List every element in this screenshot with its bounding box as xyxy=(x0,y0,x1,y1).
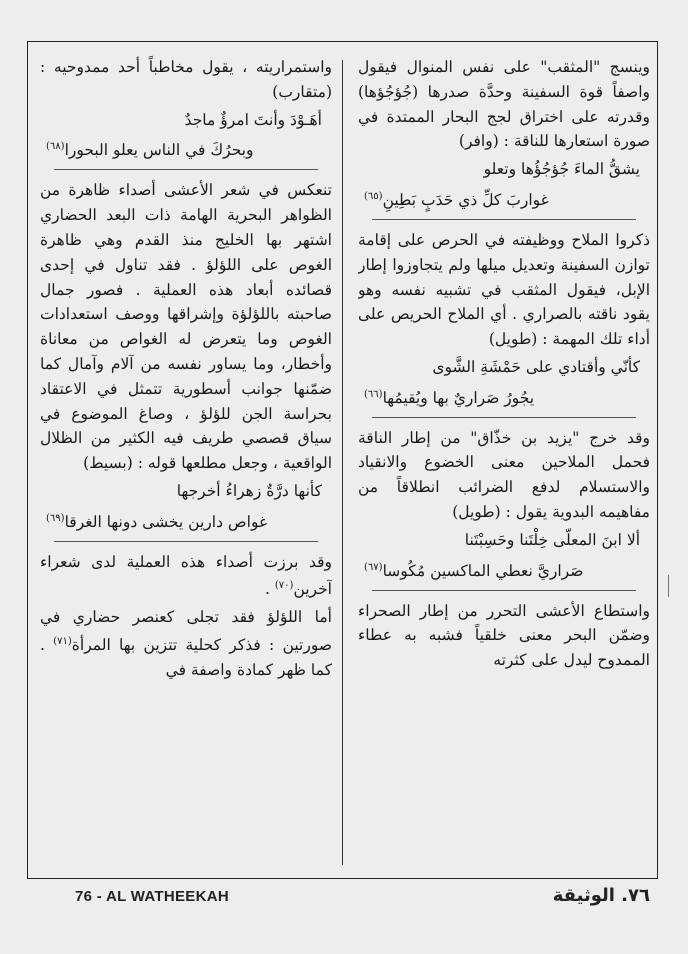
line-text-continued: . xyxy=(265,580,275,599)
line-text: وينسج "المثقب" على نفس المنوال فيقول واصفاً قوة السفينة وحدَّة صدرها (جُؤجُؤها) وقدرته على اختراق لجج البحار الممتدة في صورة استعارها للناقة : (وافر) xyxy=(358,58,650,151)
verse-separator-rule xyxy=(372,590,636,591)
verse-line xyxy=(40,108,332,133)
verse-line xyxy=(358,556,650,584)
line-text: ألا ابنَ المعلّى خِلْتَنا وحَسِبْتَنا xyxy=(464,530,640,549)
verse-line xyxy=(358,528,650,553)
line-text: وقد برزت أصداء هذه العملية لدى شعراء آخرين xyxy=(40,552,332,599)
line-text: واستمراريته ، يقول مخاطباً أحد ممدوحيه : (متقارب) xyxy=(40,58,332,101)
verse-line xyxy=(358,185,650,213)
paragraph xyxy=(358,228,650,352)
line-text: ذكروا الملاح ووظيفته في الحرص على إقامة توازن السفينة وتعديل ميلها ولم يتجاوزوا إطار الإبل، فيقول المثقب في تشبيه نفسه وهو يقود ناقته بالصراري . أي الملاح الحريص على أداء تلك المهمة : (طويل) xyxy=(358,230,650,349)
paragraph xyxy=(358,599,650,673)
verse-line xyxy=(358,383,650,411)
footnote-ref: (٧١) xyxy=(53,636,72,648)
column-divider xyxy=(342,60,343,865)
paragraph xyxy=(358,55,650,154)
verse-line xyxy=(358,355,650,380)
verse-separator-rule xyxy=(372,417,636,418)
paragraph xyxy=(40,550,332,603)
footer-page-label-arabic: ٧٦. الوثيقة xyxy=(552,885,650,906)
line-text: كأنها درَّةٌ زهراءُ أخرجها xyxy=(176,481,322,500)
paragraph xyxy=(358,426,650,525)
line-text: أهَـوْدَ وأنتَ امرؤٌ ماجدٌ xyxy=(184,110,322,129)
paragraph xyxy=(40,55,332,105)
verse-line xyxy=(40,507,332,535)
verse-line xyxy=(358,157,650,182)
line-text: أما اللؤلؤ فقد تجلى كعنصر حضاري في صورتين : فذكر كحلية تتزين بها المرأة xyxy=(40,608,332,655)
footnote-ref: (٦٧) xyxy=(364,561,383,573)
left-text-column xyxy=(40,55,332,870)
line-text: يجُورُ صَراريٌ بها ويُقيمُها xyxy=(382,388,535,407)
footnote-ref: (٦٩) xyxy=(46,512,65,524)
footnote-ref: (٧٠) xyxy=(274,580,294,592)
line-text: يشقُّ الماءَ جُؤجُؤُها وتعلو xyxy=(483,160,640,179)
line-text: صَراريَّ نعطي الماكسين مُكُوسا xyxy=(382,561,584,580)
footnote-ref: (٦٦) xyxy=(364,388,383,400)
right-text-column xyxy=(358,55,650,870)
verse-separator-rule xyxy=(372,219,636,220)
footnote-ref: (٦٨) xyxy=(46,141,65,153)
line-text: وبحرُكَ في الناس يعلو البحورا xyxy=(64,141,254,160)
verse-separator-rule xyxy=(54,541,318,542)
margin-mark xyxy=(668,575,669,597)
verse-line xyxy=(40,479,332,504)
verse-separator-rule xyxy=(54,169,318,170)
line-text: واستطاع الأعشى التحرر من إطار الصحراء وضمّن البحر معنى خلقياً فشبه به عطاء الممدوح ليدل على كثرته xyxy=(358,601,650,670)
line-text: وقد خرج "يزيد بن خذّاق" من إطار الناقة فحمل الملاحين معنى الخضوع والانقياد والاستسلام لدفع الضرائب انطلاقاً من مفاهيمه البدوية يقول : (طويل) xyxy=(358,428,650,522)
line-text-continued: . كما ظهر كمادة واصفة في xyxy=(40,636,332,680)
paragraph xyxy=(40,178,332,476)
footer-page-label-latin: 76 - AL WATHEEKAH xyxy=(75,888,230,905)
line-text: تنعكس في شعر الأعشى أصداء ظاهرة من الظواهر البحرية الهامة ذات البعد الحضاري اشتهر بها الخليج منذ القدم وهي ظاهرة الغوص على اللؤلؤ . فقد تناول في إحدى قصائده أبعاد هذه العملية . فصور جمال صاحبته باللؤلؤة وإشراقها ووصف استعدادات الغوص وما يتعرض له الغواص من معاناة وأخطار، وما يساور نفسه من آلام وآمال كما ضمّنها جوانب أسطورية تتمثل في الاعتقاد بحراسة الجن للؤلؤ ، وصاغ الموضوع في سياق قصصي طريف فيه الكثير من الظلال الواقعية ، وجعل مطلعها قوله : (بسيط) xyxy=(40,181,332,473)
line-text: كأنّي وأقتادي على حَمْشَةِ الشَّوى xyxy=(432,357,640,376)
verse-line xyxy=(40,135,332,163)
paragraph xyxy=(40,605,332,683)
line-text: غواربَ كلِّ ذي حَدَبٍ بَطِينِ xyxy=(382,191,549,210)
line-text: غواص دارين يخشى دونها الغرقا xyxy=(64,512,268,531)
footnote-ref: (٦٥) xyxy=(364,190,383,202)
